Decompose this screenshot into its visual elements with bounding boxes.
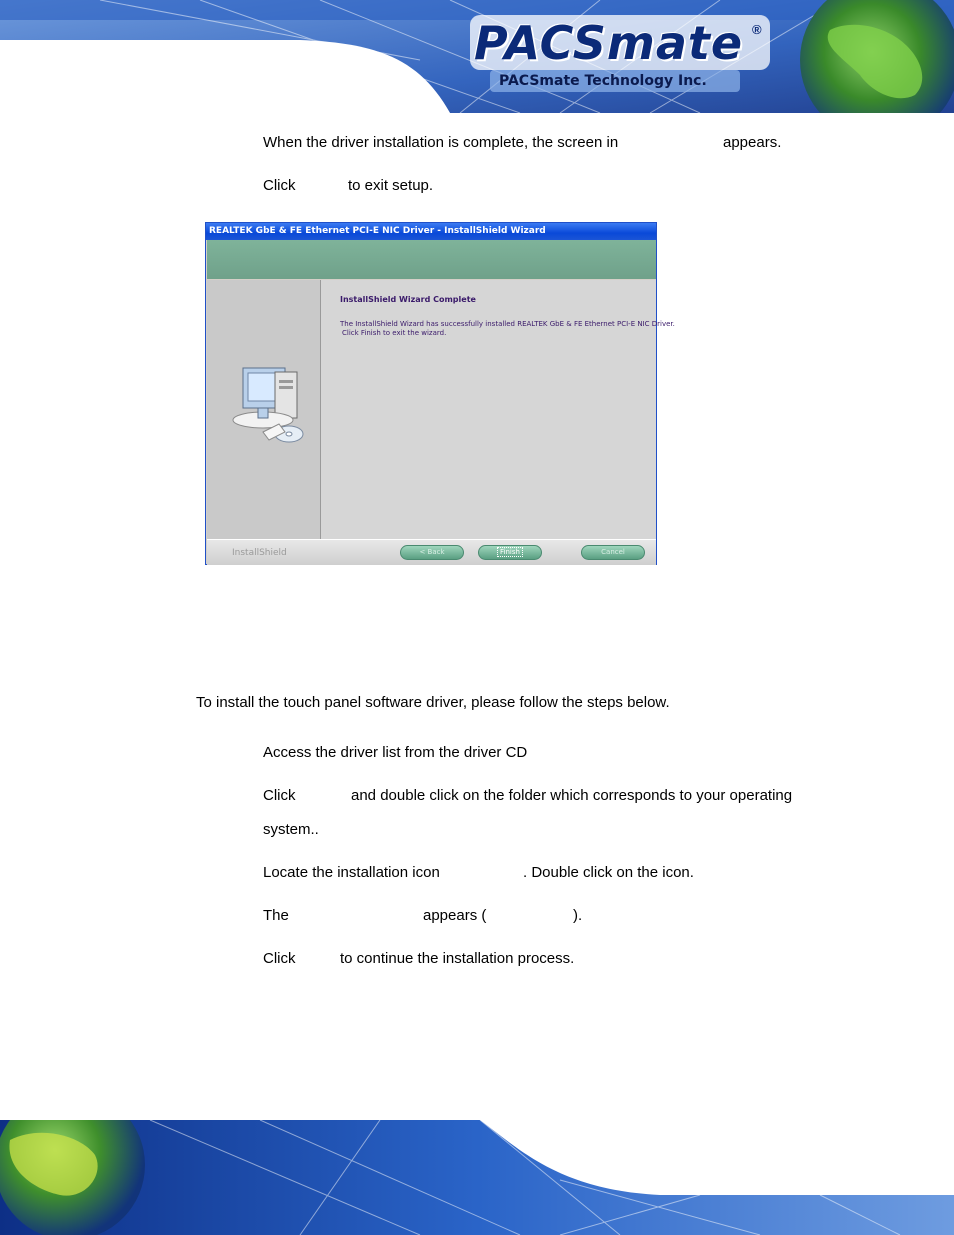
step-double-click-icon-text: . Double click on the icon. (523, 864, 694, 881)
dialog-button-bar (207, 539, 656, 565)
dialog-header-band (207, 240, 656, 279)
computer-cd-icon (223, 362, 313, 452)
company-name: PACSmate Technology Inc. (499, 73, 707, 89)
step-double-click-text: and double click on the folder which corresponds to your operating (351, 787, 793, 804)
step-access-driver-list: Access the driver list from the driver CD (263, 744, 528, 761)
back-button[interactable]: < Back (400, 545, 464, 560)
page-footer (0, 1120, 954, 1235)
dialog-message-line1: The InstallShield Wizard has successfully installed REALTEK GbE & FE Ethernet PCI-E NIC Driver. (340, 320, 675, 328)
dialog-message-line2: Click Finish to exit the wizard. (342, 328, 447, 337)
dialog-heading: InstallShield Wizard Complete (340, 295, 476, 304)
step-appears-text: appears ( (423, 907, 487, 924)
dialog-title: REALTEK GbE & FE Ethernet PCI-E NIC Driver - InstallShield Wizard (206, 223, 656, 240)
finish-button-label: Finish (497, 547, 523, 557)
exit-click-text: Click (263, 177, 296, 194)
dialog-content (321, 280, 675, 539)
finish-button[interactable] (478, 545, 542, 560)
step-click-text: Click (263, 787, 296, 804)
step-continue-text: to continue the installation process. (340, 950, 575, 967)
step-the-text: The (263, 907, 289, 924)
completion-text-start: When the driver installation is complete, the screen in (263, 134, 619, 151)
step-final-click-text: Click (263, 950, 296, 967)
dialog-message (340, 320, 675, 337)
step-locate-icon-text: Locate the installation icon (263, 864, 440, 881)
installshield-brand: InstallShield (232, 548, 287, 558)
completion-text-end: appears. (723, 134, 782, 151)
page-header (0, 0, 954, 113)
step-os-text: system.. (263, 821, 319, 838)
dialog-side-panel (207, 280, 321, 539)
registered-mark: ® (752, 22, 762, 37)
step-close-paren-text: ). (573, 907, 583, 924)
touch-panel-intro: To install the touch panel software driver, please follow the steps below. (196, 694, 670, 711)
exit-setup-text: to exit setup. (348, 177, 434, 194)
cancel-button[interactable]: Cancel (581, 545, 645, 560)
installshield-dialog (205, 222, 675, 565)
footer-banner-graphic (0, 1120, 954, 1235)
brand-logo: PACSmate (474, 16, 744, 70)
